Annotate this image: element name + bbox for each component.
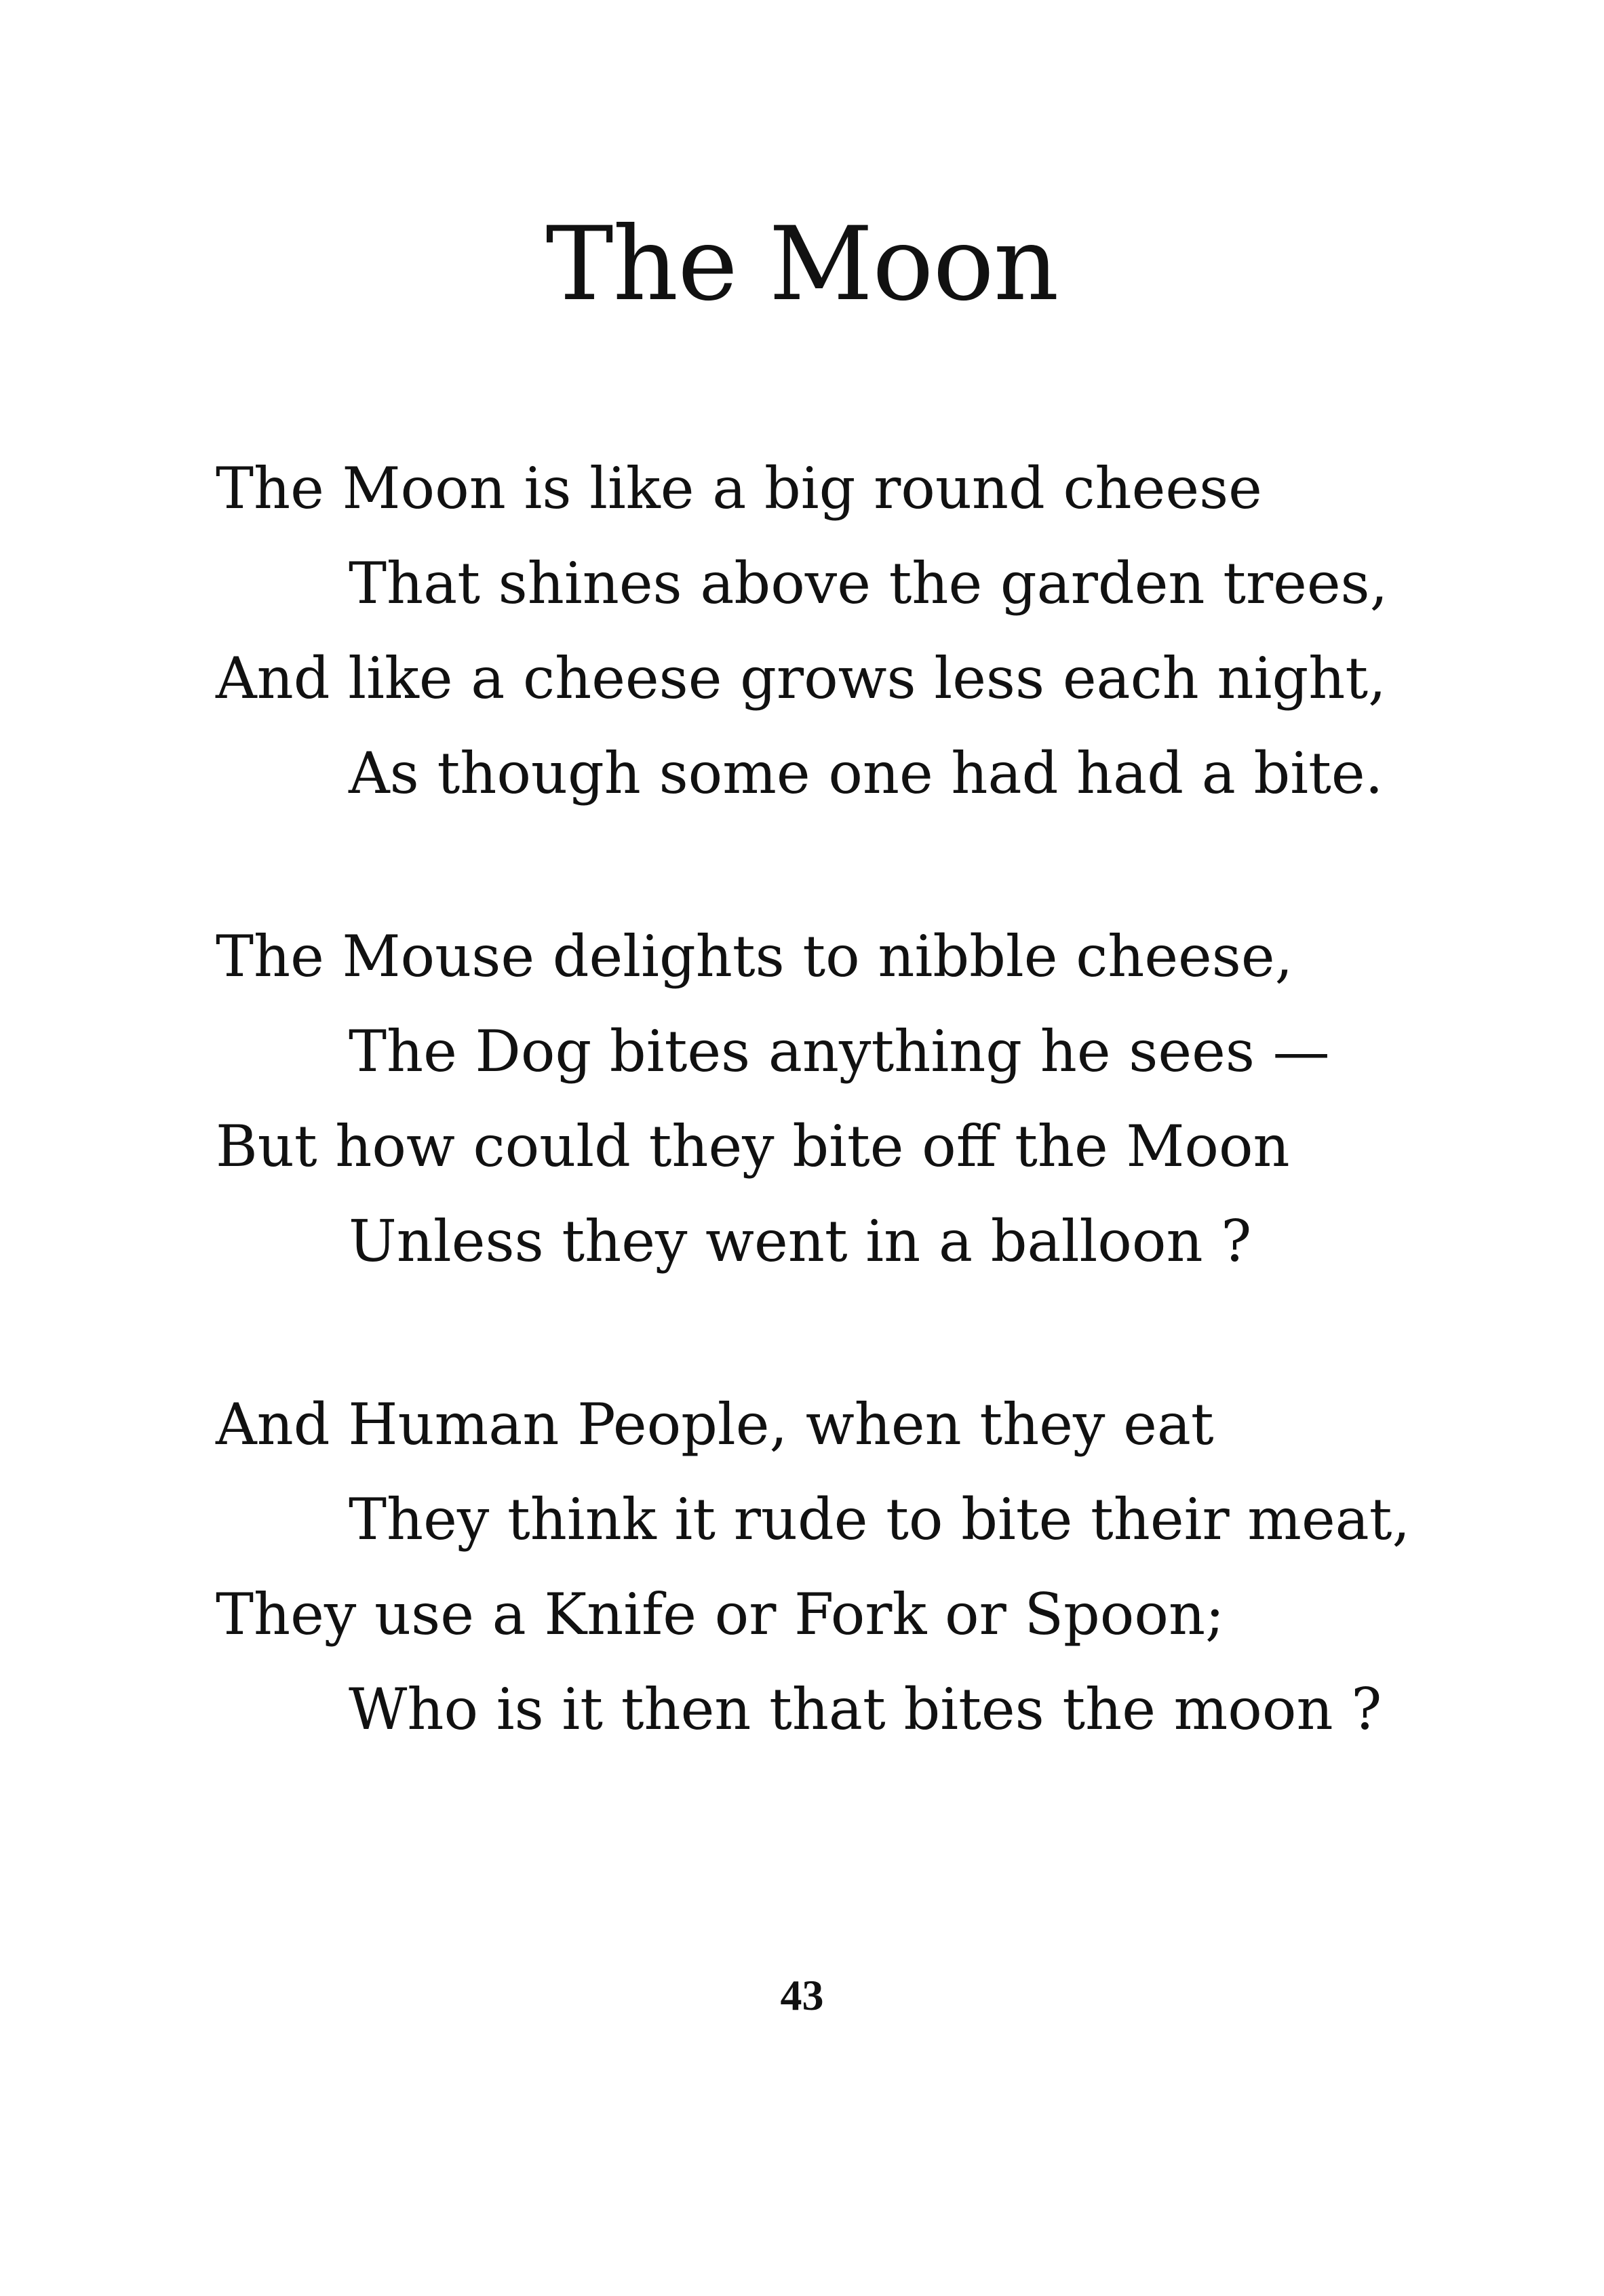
stanza-1 bbox=[216, 441, 1436, 821]
poem-line: But how could they bite off the Moon bbox=[216, 1113, 1290, 1180]
poem-line: They think it rude to bite their meat, bbox=[349, 1486, 1411, 1553]
poem-line: The Dog bites anything he sees — bbox=[349, 1018, 1330, 1085]
poem-line: The Mouse delights to nibble cheese, bbox=[216, 923, 1293, 990]
poem-line: As though some one had had a bite. bbox=[349, 740, 1384, 806]
poem-line: And like a cheese grows less each night, bbox=[216, 645, 1386, 712]
poem-line: They use a Knife or Fork or Spoon; bbox=[216, 1581, 1225, 1648]
poem-line: Who is it then that bites the moon ? bbox=[349, 1676, 1382, 1743]
poem-line: And Human People, when they eat bbox=[216, 1391, 1214, 1458]
stanza-2 bbox=[216, 909, 1436, 1289]
poem-line: Unless they went in a balloon ? bbox=[349, 1208, 1252, 1275]
page-number: 43 bbox=[780, 1971, 824, 2019]
poem-body bbox=[216, 441, 1436, 1845]
poem-line: That shines above the garden trees, bbox=[349, 550, 1388, 617]
poem-line: The Moon is like a big round cheese bbox=[216, 455, 1262, 522]
poem-title: The Moon bbox=[545, 206, 1059, 324]
stanza-3 bbox=[216, 1377, 1436, 1757]
